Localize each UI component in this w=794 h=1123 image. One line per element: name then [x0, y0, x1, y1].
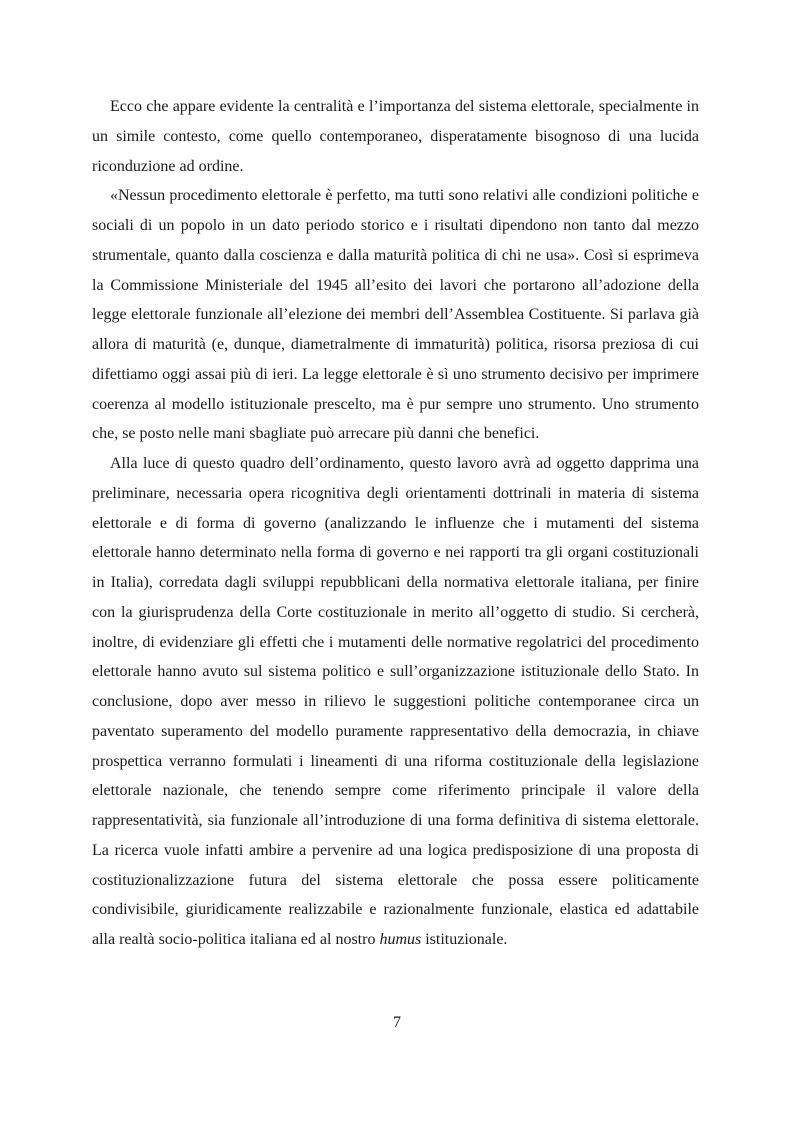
paragraph-text-end: istituzionale.: [421, 931, 508, 948]
page-number: 7: [393, 1014, 401, 1031]
italic-term-humus: humus: [379, 931, 422, 948]
paragraph-text: Alla luce di questo quadro dell’ordinamento, questo lavoro avrà ad oggetto dapprima una preliminare, necessaria opera ricognitiva degli orientamenti dottrinali in materia di sistema elettorale e di forma di governo (analizzando le influenze che i mutamenti del sistema elettorale hanno determinato nella forma di governo e nei rapporti tra gli organi costituzionali in Italia), corredata dagli sviluppi repubblicani della normativa elettorale italiana, per finire con la giurisprudenza della Corte costituzionale in merito all’oggetto di studio. Si cercherà, inoltre, di evidenziare gli effetti che i mutamenti delle normative regolatrici del procedimento elettorale hanno avuto sul sistema politico e sull’organizzazione istituzionale dello Stato. In conclusione, dopo aver messo in rilievo le suggestioni politiche contemporanee circa un paventato superamento del modello puramente rappresentativo della democrazia, in chiave prospettica verranno formulati i lineamenti di una riforma costituzionale della legislazione elettorale nazionale, che tenendo sempre come riferimento principale il valore della rappresentatività, sia funzionale all’introduzione di una forma definitiva di sistema elettorale. La ricerca vuole infatti ambire a pervenire ad una logica predisposizione di una proposta di costituzionalizzazione futura del sistema elettorale che possa essere politicamente condivisibile, giuridicamente realizzabile e razionalmente funzionale, elastica ed adattabile alla realtà socio-politica italiana ed al nostro: [92, 455, 699, 948]
paragraph-citazione-commissione: [92, 181, 699, 449]
paragraph-centralita: [92, 92, 699, 181]
document-page: [92, 92, 699, 955]
paragraph-text: «Nessun procedimento elettorale è perfetto, ma tutti sono relativi alle condizioni politiche e sociali di un popolo in un dato periodo storico e i risultati dipendono non tanto dal mezzo strumentale, quanto dalla coscienza e dalla maturità politica di chi ne usa». Così si esprimeva la Commissione Ministeriale del 1945 all’esito dei lavori che portarono all’adozione della legge elettorale funzionale all’elezione dei membri dell’Assemblea Costituente. Si parlava già allora di maturità (e, dunque, diametralmente di immaturità) politica, risorsa preziosa di cui difettiamo oggi assai più di ieri. La legge elettorale è sì uno strumento decisivo per imprimere coerenza al modello istituzionale prescelto, ma è pur sempre uno strumento. Uno strumento che, se posto nelle mani sbagliate può arrecare più danni che benefici.: [92, 187, 699, 443]
paragraph-text: Ecco che appare evidente la centralità e l’importanza del sistema elettorale, specialmente in un simile contesto, come quello contemporaneo, disperatamente bisognoso di una lucida riconduzione ad ordine.: [92, 98, 699, 175]
paragraph-oggetto-lavoro: [92, 449, 699, 955]
